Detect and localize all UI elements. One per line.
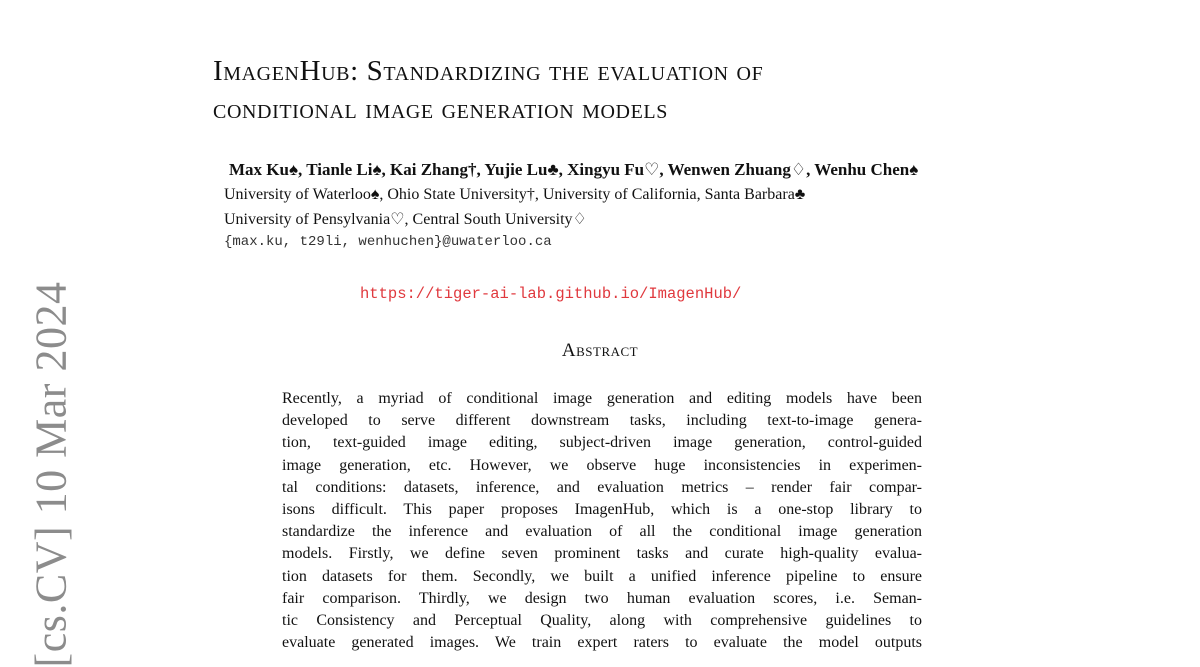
abstract-line: image generation, etc. However, we observe huge inconsistencies in experimen- xyxy=(282,456,922,474)
abstract-line: Recently, a myriad of conditional image generation and editing models have been xyxy=(282,390,922,407)
abstract-line: fair comparison. Thirdly, we design two human evaluation scores, i.e. Seman- xyxy=(282,589,922,607)
abstract-line: tal conditions: datasets, inference, and evaluation metrics – render fair compar- xyxy=(282,478,922,496)
abstract-line: tion, text-guided image editing, subject-driven image generation, control-guided xyxy=(282,434,922,452)
author-list: Max Ku♠, Tianle Li♠, Kai Zhang†, Yujie Lu♣, Xingyu Fu♡, Wenwen Zhuang♢, Wenhu Chen♠ xyxy=(229,160,919,179)
title-line-2: conditional image generation models xyxy=(213,93,668,125)
abstract-line: tion datasets for them. Secondly, we built a unified inference pipeline to ensure xyxy=(282,567,922,585)
abstract-line: standardize the inference and evaluation of all the conditional image generation xyxy=(282,523,922,541)
title-line-1: ImagenHub: Standardizing the evaluation of xyxy=(213,55,764,87)
abstract-line: tic Consistency and Perceptual Quality, along with comprehensive guidelines to xyxy=(282,612,922,630)
paper-title xyxy=(213,52,1113,128)
author-emails: {max.ku, t29li, wenhuchen}@uwaterloo.ca xyxy=(224,234,552,250)
abstract-body xyxy=(282,388,922,654)
abstract-line: evaluate generated images. We train expert raters to evaluate the model outputs xyxy=(282,634,922,652)
abstract-line: models. Firstly, we define seven prominent tasks and curate high-quality evalua- xyxy=(282,545,922,563)
affiliation-line-2: University of Pensylvania♡, Central South University♢ xyxy=(224,211,587,228)
affiliation-line-1: University of Waterloo♠, Ohio State University†, University of California, Santa Barbara♣ xyxy=(224,186,806,203)
abstract-line: isons difficult. This paper proposes ImagenHub, which is a one-stop library to xyxy=(282,501,922,519)
abstract-heading: Abstract xyxy=(561,340,639,361)
project-url-link[interactable]: https://tiger-ai-lab.github.io/ImagenHub/ xyxy=(360,285,742,303)
arxiv-stamp-text: [cs.CV] 10 Mar 2024 xyxy=(26,281,76,667)
abstract-line: developed to serve different downstream tasks, including text-to-image genera- xyxy=(282,412,922,430)
